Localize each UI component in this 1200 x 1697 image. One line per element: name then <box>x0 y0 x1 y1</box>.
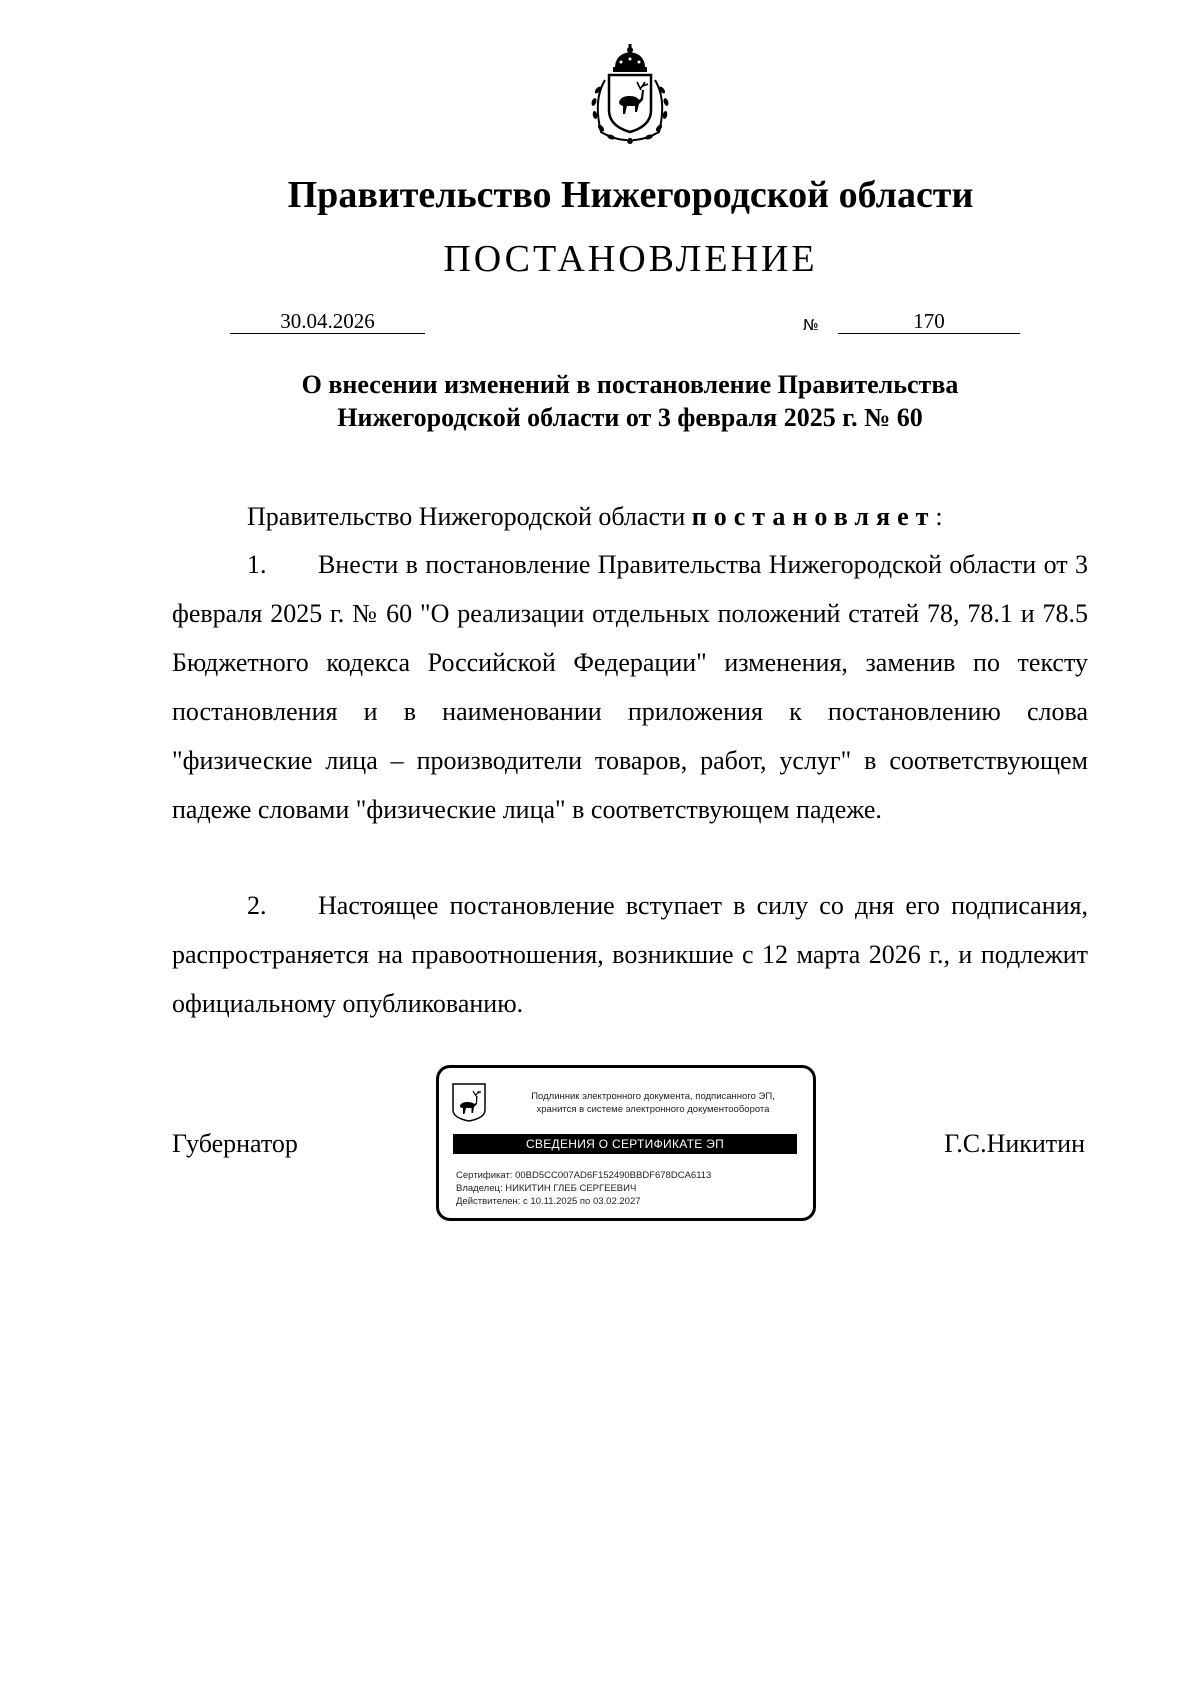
signatory-title: Губернатор <box>172 1129 298 1158</box>
certificate-validity: Действителен: с 10.11.2025 по 03.02.2027 <box>456 1196 641 1207</box>
certificate-owner: Владелец: НИКИТИН ГЛЕБ СЕРГЕЕВИЧ <box>456 1183 637 1194</box>
subject-line-2: Нижегородской области от 3 февраля 2025 г. № 60 <box>337 403 923 432</box>
preamble-text: Правительство Нижегородской области <box>247 502 692 531</box>
item-number: 1. <box>247 550 267 579</box>
deer-emblem-icon <box>451 1082 487 1122</box>
document-number: 170 <box>838 309 1020 334</box>
stamp-header: СВЕДЕНИЯ О СЕРТИФИКАТЕ ЭП <box>453 1134 797 1154</box>
coat-of-arms-icon <box>571 40 689 146</box>
stamp-note-line-2: хранится в системе электронного документооборота <box>536 1104 770 1115</box>
signatory-name: Г.С.Никитин <box>944 1129 1085 1158</box>
e-signature-stamp <box>436 1065 816 1221</box>
document-type: ПОСТАНОВЛЕНИЕ <box>443 238 818 280</box>
number-sign: № <box>803 316 819 334</box>
preamble <box>172 492 1088 541</box>
subject-line-1: О внесении изменений в постановление Правительства <box>301 370 959 399</box>
preamble-emphasis: постановляет <box>691 502 936 531</box>
document-subject <box>200 368 1060 434</box>
preamble-end: : <box>935 502 943 531</box>
list-item <box>172 881 1088 1028</box>
stamp-note-line-1: Подлинник электронного документа, подписанного ЭП, <box>531 1091 775 1102</box>
list-item <box>172 540 1088 834</box>
item-text: Настоящее постановление вступает в силу со дня его подписания, распространяется на правоотношения, возникшие с 12 марта 2026 г., и подлежит официальному опубликованию. <box>172 891 1088 1018</box>
certificate-id: Сертификат: 00BD5CC007AD6F152490BBDF678DCA6113 <box>456 1170 712 1181</box>
document-date: 30.04.2026 <box>230 309 425 334</box>
item-number: 2. <box>247 891 267 920</box>
item-text: Внести в постановление Правительства Нижегородской области от 3 февраля 2025 г. № 60 "О реализации отдельных положений статей 78, 78.1 и 78.5 Бюджетного кодекса Российской Федерации" изменения, заменив по тексту постановления и в наименовании приложения к постановлению слова "физические лица – производители товаров, работ, услуг" в соответствующем падеже словами "физические лица" в соответствующем падеже. <box>172 550 1088 824</box>
organization-title: Правительство Нижегородской области <box>287 174 974 216</box>
